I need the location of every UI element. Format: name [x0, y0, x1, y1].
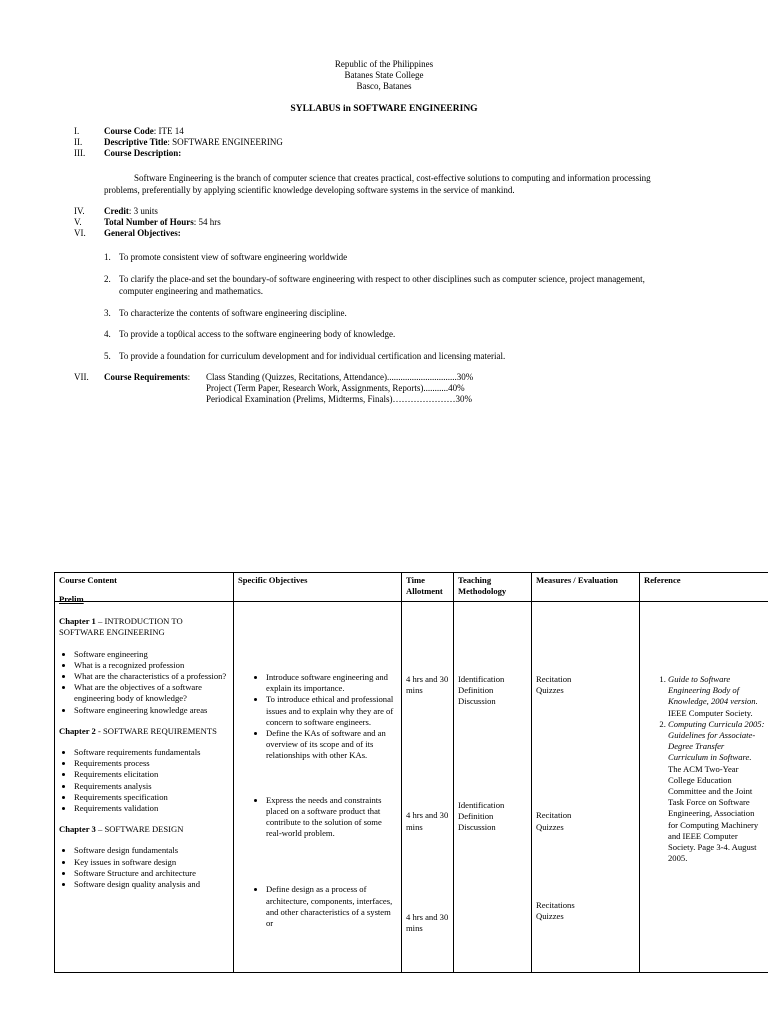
header-course-content: Course Content — [55, 573, 234, 602]
list-item: • Software engineering knowledge areas — [74, 705, 229, 716]
time-value: 4 hrs and 30 mins — [406, 911, 449, 934]
objective-item: 1. To promote consistent view of software engineering worldwide — [104, 252, 348, 262]
list-item: • What is a recognized profession — [74, 660, 229, 671]
list-item: Recitation — [536, 674, 572, 684]
list-item: Recitation — [536, 810, 572, 821]
syllabus-title: SYLLABUS in SOFTWARE ENGINEERING — [290, 104, 478, 114]
chapter-2-objectives — [238, 795, 397, 840]
header-time-allotment: Time Allotment — [402, 573, 454, 602]
header-reference: Reference — [640, 573, 768, 602]
chapter-3-objectives — [238, 884, 397, 929]
list-item: • Requirements elicitation — [74, 769, 229, 780]
section-course-code: I. Course Code: ITE 14 — [74, 126, 184, 136]
header-teaching-methodology: Teaching Methodology — [454, 573, 532, 602]
list-item: Definition — [458, 810, 494, 821]
list-item: • To introduce ethical and professional issues and to explain why they are of concern to software engineers. — [266, 694, 397, 728]
section-course-description: III. Course Description: — [74, 148, 182, 158]
header-measures-evaluation: Measures / Evaluation — [532, 573, 640, 602]
section-total-hours: V. Total Number of Hours: 54 hrs — [74, 217, 221, 227]
list-item: • Key issues in software design — [74, 857, 229, 868]
list-item: Definition — [458, 685, 494, 696]
time-value: 4 hrs and 30 mins — [406, 810, 449, 832]
objective-item: 2. To clarify the place-and set the boundary-of software engineering with respect to other disciplines such as computer science, project management, computer engineering and mathematics. — [104, 274, 645, 296]
requirement-project: Project (Term Paper, Research Work, Assignments, Reports)...........40% — [206, 383, 465, 393]
measures-group — [536, 810, 635, 832]
measures-group — [536, 900, 635, 922]
header-college: Batanes State College — [344, 70, 424, 80]
header-republic: Republic of the Philippines — [334, 59, 434, 69]
table-row — [55, 602, 768, 973]
chapter-2-heading: Chapter 2 - SOFTWARE REQUIREMENTS — [59, 725, 217, 736]
prelim-label: Prelim — [59, 594, 84, 604]
objective-item: 4. To provide a top0ical access to the software engineering body of knowledge. — [104, 329, 396, 339]
methodology-group — [458, 800, 527, 834]
list-item: • Requirements analysis — [74, 781, 229, 792]
requirement-periodical-exam: Periodical Examination (Prelims, Midterms, Finals)…………………30% — [206, 394, 472, 404]
reference-item: 1. Guide to Software Engineering Body of Knowledge, 2004 version. IEEE Computer Society. — [668, 674, 766, 719]
list-item: Identification — [458, 799, 505, 810]
list-item: • Software requirements fundamentals — [74, 747, 229, 758]
list-item: • Software Structure and architecture — [74, 868, 229, 879]
reference-list — [644, 674, 766, 864]
list-item: • Requirements specification — [74, 792, 229, 803]
list-item: • Requirements validation — [74, 803, 229, 814]
list-item: • What are the objectives of a software engineering body of knowledge? — [74, 682, 229, 704]
specific-objectives-cell — [234, 602, 402, 973]
reference-item: 2. Computing Curricula 2005: Guidelines for Associate-Degree Transfer Curriculum in Software. The ACM Two-Year College Education Committee and the Joint Task Force on Software Engineering, Association for Computing Machinery and IEEE Computer Society. Page 3-4. August 2005. — [668, 719, 766, 865]
list-item: • What are the characteristics of a profession? — [74, 671, 229, 682]
time-allotment-cell — [402, 602, 454, 973]
list-item: Recitations — [536, 899, 575, 910]
chapter-2-topics — [59, 747, 229, 814]
methodology-group — [458, 674, 527, 708]
list-item: • Software engineering — [74, 649, 229, 660]
course-description-text: Software Engineering is the branch of computer science that creates practical, cost-effective solutions to computing and information processing problems, preferentially by applying scientific knowledge developing software systems in the service of mankind. — [104, 173, 651, 195]
measures-group — [536, 674, 635, 696]
header-location: Basco, Batanes — [356, 81, 412, 91]
section-credit: IV. Credit: 3 units — [74, 206, 158, 216]
chapter-1-objectives — [238, 672, 397, 762]
list-item: Discussion — [458, 696, 496, 707]
list-item: • Express the needs and constraints placed on a software product that contribute to the solution of some real-world problem. — [266, 795, 397, 840]
list-item: Identification — [458, 674, 505, 684]
list-item: Quizzes — [536, 685, 564, 696]
list-item: • Software design fundamentals — [74, 845, 229, 856]
measures-evaluation-cell — [532, 602, 640, 973]
requirement-class-standing: Class Standing (Quizzes, Recitations, Attendance)...............................30% — [206, 372, 474, 382]
list-item: • Software design quality analysis and — [74, 879, 229, 890]
chapter-3-heading: Chapter 3 – SOFTWARE DESIGN — [59, 824, 184, 835]
list-item: Quizzes — [536, 911, 564, 922]
course-content-cell — [55, 594, 234, 973]
section-course-requirements: VII. Course Requirements: — [74, 372, 191, 382]
list-item: • Introduce software engineering and explain its importance. — [266, 672, 397, 694]
list-item: Discussion — [458, 822, 496, 833]
section-general-objectives: VI. General Objectives: — [74, 228, 181, 238]
teaching-methodology-cell — [454, 602, 532, 973]
chapter-1-topics — [59, 649, 229, 716]
list-item: Quizzes — [536, 821, 564, 832]
objective-item: 5. To provide a foundation for curriculum development and for individual certification and licensing material. — [104, 351, 506, 361]
objective-item: 3. To characterize the contents of software engineering discipline. — [104, 308, 347, 318]
list-item: • Define design as a process of architecture, components, interfaces, and other characteristics of a system or — [266, 884, 397, 929]
chapter-3-topics — [59, 845, 229, 890]
syllabus-table — [54, 572, 768, 973]
list-item: • Define the KAs of software and an overview of its scope and of its relationships with other KAs. — [266, 728, 397, 762]
reference-cell — [640, 602, 768, 973]
list-item: • Requirements process — [74, 758, 229, 769]
time-value: 4 hrs and 30 mins — [406, 674, 449, 696]
chapter-1-heading: Chapter 1 – INTRODUCTION TO SOFTWARE ENGINEERING — [59, 616, 183, 638]
section-descriptive-title: II. Descriptive Title: SOFTWARE ENGINEERING — [74, 137, 283, 147]
header-specific-objectives: Specific Objectives — [234, 573, 402, 602]
